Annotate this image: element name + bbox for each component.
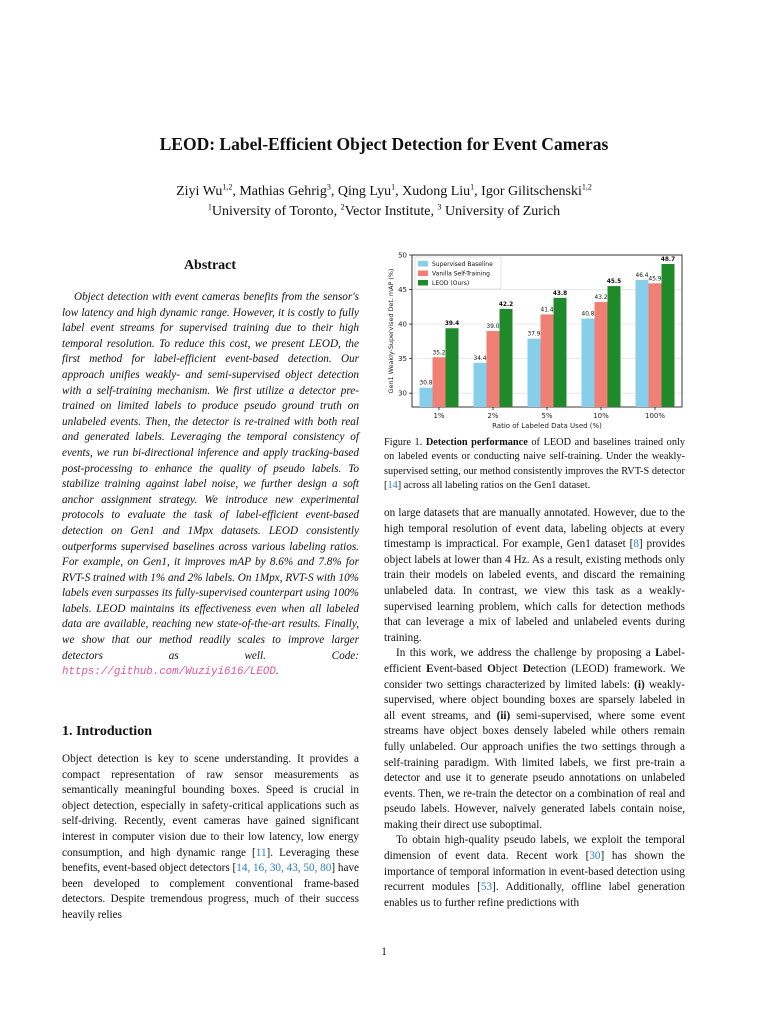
legend-swatch — [418, 271, 428, 277]
bar — [595, 302, 608, 407]
bar — [420, 388, 433, 407]
right-column-text — [384, 506, 685, 911]
caption-bold: Detection performance — [425, 437, 528, 448]
bar — [487, 331, 500, 407]
figure-caption — [384, 436, 685, 494]
bar-value-label: 39.4 — [444, 321, 460, 328]
paragraph — [384, 506, 685, 646]
paragraph-text: weakly-supervised, where object bounding boxes are sparsely labeled in all event streams, and — [384, 678, 685, 722]
acronym-letter: L — [655, 647, 663, 660]
bar-value-label: 30.8 — [419, 380, 433, 387]
bar — [554, 298, 567, 407]
citation-link[interactable]: 11 — [255, 846, 267, 859]
paragraph-text: (LEOD) framework. We consider two settings characterized by limited labels: — [384, 662, 685, 691]
acronym-letter: D — [522, 662, 531, 675]
bar — [528, 339, 541, 407]
bar — [433, 357, 446, 407]
intro-text: ] have been developed to complement conventional frame-based detectors. Despite tremendous progress, much of their success heavily relies — [62, 862, 360, 921]
acronym-letter: O — [487, 662, 496, 675]
affiliation-list: $^1$University of Toronto, $^2$Vector Institute, $^3$ University of Zurich — [207, 202, 561, 219]
paragraph-text: vent-based — [433, 662, 488, 675]
y-tick-label: 40 — [398, 320, 407, 329]
citation-link[interactable]: 14 — [387, 480, 398, 492]
author-affiliation-index: 1 — [391, 182, 396, 192]
bar — [608, 286, 621, 407]
bar — [446, 328, 459, 407]
citation-link[interactable]: 8 — [633, 538, 639, 551]
affiliation-number: 2 — [340, 202, 345, 212]
abstract-text — [62, 290, 359, 681]
figure-1-bar-chart — [384, 250, 686, 430]
author-affiliation-index: 1 — [470, 182, 475, 192]
caption-text: ] across all labeling ratios on the Gen1 dataset. — [397, 480, 591, 492]
bar-value-label: 40.8 — [581, 311, 595, 318]
author-name: Mathias Gehrig — [239, 184, 327, 199]
bar-value-label: 46.4 — [635, 272, 649, 279]
author-list: Ziyi Wu$^{1,2}$, Mathias Gehrig$^3$, Qing Lyu$^1$, Xudong Liu$^1$, Igor Gilitschenski$^{1,2}$ — [176, 182, 592, 199]
bar-value-label: 41.4 — [540, 307, 554, 314]
intro-text: Object detection is key to scene understanding. It provides a compact representation of raw sensor measurements as semantically meaningful bounding boxes. Speed is crucial in object detection, especially in safety-critical applications such as self-driving. Recently, event cameras have gained significant interest in computer vision due to their low latency, low energy consumption, and high dynamic range [ — [62, 753, 359, 859]
x-tick-label: 100% — [644, 412, 666, 420]
bar-value-label: 34.4 — [473, 355, 487, 362]
paragraph-text: abel-efficient — [384, 647, 685, 675]
y-tick-label: 35 — [398, 355, 407, 364]
code-link[interactable]: https://github.com/Wuziyi616/LEOD — [62, 666, 276, 679]
x-tick-label: 1% — [433, 412, 445, 420]
x-tick-label: 10% — [593, 412, 609, 420]
legend-label: Vanilla Self-Training — [432, 270, 490, 278]
paragraph — [384, 833, 685, 911]
paper-title: LEOD: Label-Efficient Object Detection for Event Cameras — [159, 134, 609, 154]
bar-value-label: 43.8 — [552, 290, 568, 297]
bar — [474, 363, 487, 407]
paragraph-text: ]. Additionally, offline label generation enables us to further refine predictions with — [384, 881, 685, 909]
paragraph-text: ] provides object labels at lower than 4 Hz. As a result, existing methods only train their models on labeled events, and discard the remaining unlabeled data. In contrast, we view this task as a weakly-supervised learning problem, which calls for detection methods that can leverage a mix of labeled and unlabeled events during training. — [384, 538, 685, 644]
affiliation-name: University of Toronto — [211, 204, 334, 219]
legend-label: LEOD (Ours) — [432, 280, 470, 287]
legend-swatch — [418, 261, 428, 267]
author-name: Ziyi Wu — [176, 184, 223, 199]
affiliation-name: University of Zurich — [444, 204, 561, 219]
citation-link[interactable]: 14, 16, 30, 43, 50, 80 — [236, 862, 332, 875]
legend-swatch — [418, 280, 428, 286]
bar-value-label: 35.2 — [432, 350, 446, 357]
y-tick-label: 30 — [398, 389, 407, 398]
author-name: Xudong Liu — [402, 184, 471, 199]
bar — [662, 264, 675, 407]
bar — [649, 283, 662, 407]
legend-label: Supervised Baseline — [432, 261, 493, 268]
acronym-letter: E — [426, 662, 434, 675]
affiliation-number: 3 — [437, 202, 442, 212]
intro-text: ]. Leveraging these benefits, event-based object detectors [ — [62, 846, 360, 875]
citation-link[interactable]: 53 — [480, 881, 493, 894]
author-block — [0, 182, 768, 222]
x-tick-label: 2% — [487, 412, 499, 420]
y-axis-label: Gen1 Weakly-Supervised Det. mAP (%) — [387, 268, 395, 394]
caption-text: of LEOD and baselines trained only on labeled events or conducting naive self-training. Under the weakly-supervised setting, our method consistently improves the RVT-S detector [ — [384, 437, 685, 492]
setting-tag: (i) — [634, 678, 645, 691]
bar — [541, 314, 554, 407]
paragraph-text: ] has shown the importance of temporal information in event-based detection using recurrent modules [ — [384, 850, 685, 894]
abstract-heading: Abstract — [183, 258, 237, 273]
paragraph-text: on large datasets that are manually annotated. However, due to the high temporal resolution of event data, labeling objects at every timestamp is impractical. For example, Gen1 dataset [ — [384, 507, 685, 551]
bar-value-label: 42.2 — [498, 301, 514, 308]
y-tick-label: 50 — [398, 251, 407, 260]
paragraph-text: In this work, we address the challenge by proposing a — [396, 647, 656, 660]
affiliation-number: 1 — [207, 202, 212, 212]
abstract-body: Object detection with event cameras benefits from the sensor's low latency and high dynamic range. However, it is costly to fully label event streams for supervised training due to their high temporal resolution. To reduce this cost, we present LEOD, the first method for label-efficient event-based detection. Our approach unifies weakly- and semi-supervised object detection with a self-training mechanism. We first utilize a detector pre-trained on limited labels to produce pseudo ground truth on unlabeled events. Then, the detector is re-trained with both real and generated labels. Leveraging the temporal consistency of events, we run bi-directional inference and apply tracking-based post-processing to enhance the quality of pseudo labels. To stabilize training against label noise, we further design a soft anchor assignment strategy. We introduce new experimental protocols to evaluate the task of label-efficient event-based detection on Gen1 and 1Mpx datasets. LEOD consistently outperforms supervised baselines across various labeling ratios. For example, on Gen1, it improves mAP by 8.6% and 7.8% for RVT-S trained with 1% and 2% labels. On 1Mpx, RVT-S with 10% labels even surpasses its fully-supervised counterpart using 100% labels. LEOD maintains its effectiveness even when all labeled data are available, reaching new state-of-the-art results. Finally, we show that our method readily scales to improve larger detectors as well. Code: — [62, 291, 359, 662]
setting-tag: (ii) — [496, 709, 511, 722]
caption-label: Figure 1. — [384, 437, 423, 448]
author-affiliation-index: 1,2 — [222, 182, 233, 192]
bar — [500, 309, 513, 407]
paragraph-text: bject — [495, 662, 523, 675]
bar-value-label: 39.0 — [486, 324, 500, 330]
bar-value-label: 45.5 — [606, 279, 622, 286]
x-axis-label: Ratio of Labeled Data Used (%) — [492, 422, 602, 430]
bar-value-label: 48.7 — [660, 256, 676, 263]
paragraph — [384, 646, 685, 833]
bar — [582, 319, 595, 407]
bar-value-label: 45.9 — [648, 276, 662, 283]
page-number: 1 — [381, 946, 387, 958]
introduction-paragraph — [62, 752, 359, 924]
affiliation-name: Vector Institute — [344, 204, 431, 219]
abstract-end: . — [275, 665, 279, 678]
y-tick-label: 45 — [398, 286, 407, 295]
author-affiliation-index: 3 — [326, 182, 331, 192]
author-name: Qing Lyu — [337, 184, 392, 199]
paragraph-text: etection — [530, 662, 567, 675]
paragraph-text: To obtain high-quality pseudo labels, we exploit the temporal dimension of event data. Recent work [ — [384, 834, 685, 863]
introduction-heading: 1. Introduction — [62, 724, 152, 739]
x-tick-label: 5% — [541, 412, 553, 420]
citation-link[interactable]: 30 — [589, 850, 601, 863]
author-name: Igor Gilitschenski — [481, 184, 582, 199]
bar — [636, 280, 649, 407]
bar-value-label: 43.2 — [594, 294, 608, 301]
bar-value-label: 37.9 — [527, 331, 541, 338]
paragraph-text: semi-supervised, where some event streams have object boxes densely labeled while others remain fully unlabeled. Our approach unifies the two settings through a self-training paradigm. With limited labels, we first pre-train a detector and use it to generate pseudo annotations on unlabeled events. Then, we re-train the detector on a combination of real and pseudo labels. However, naïvely generated labels contain noise, making their direct use suboptimal. — [384, 709, 685, 831]
author-affiliation-index: 1,2 — [581, 182, 592, 192]
